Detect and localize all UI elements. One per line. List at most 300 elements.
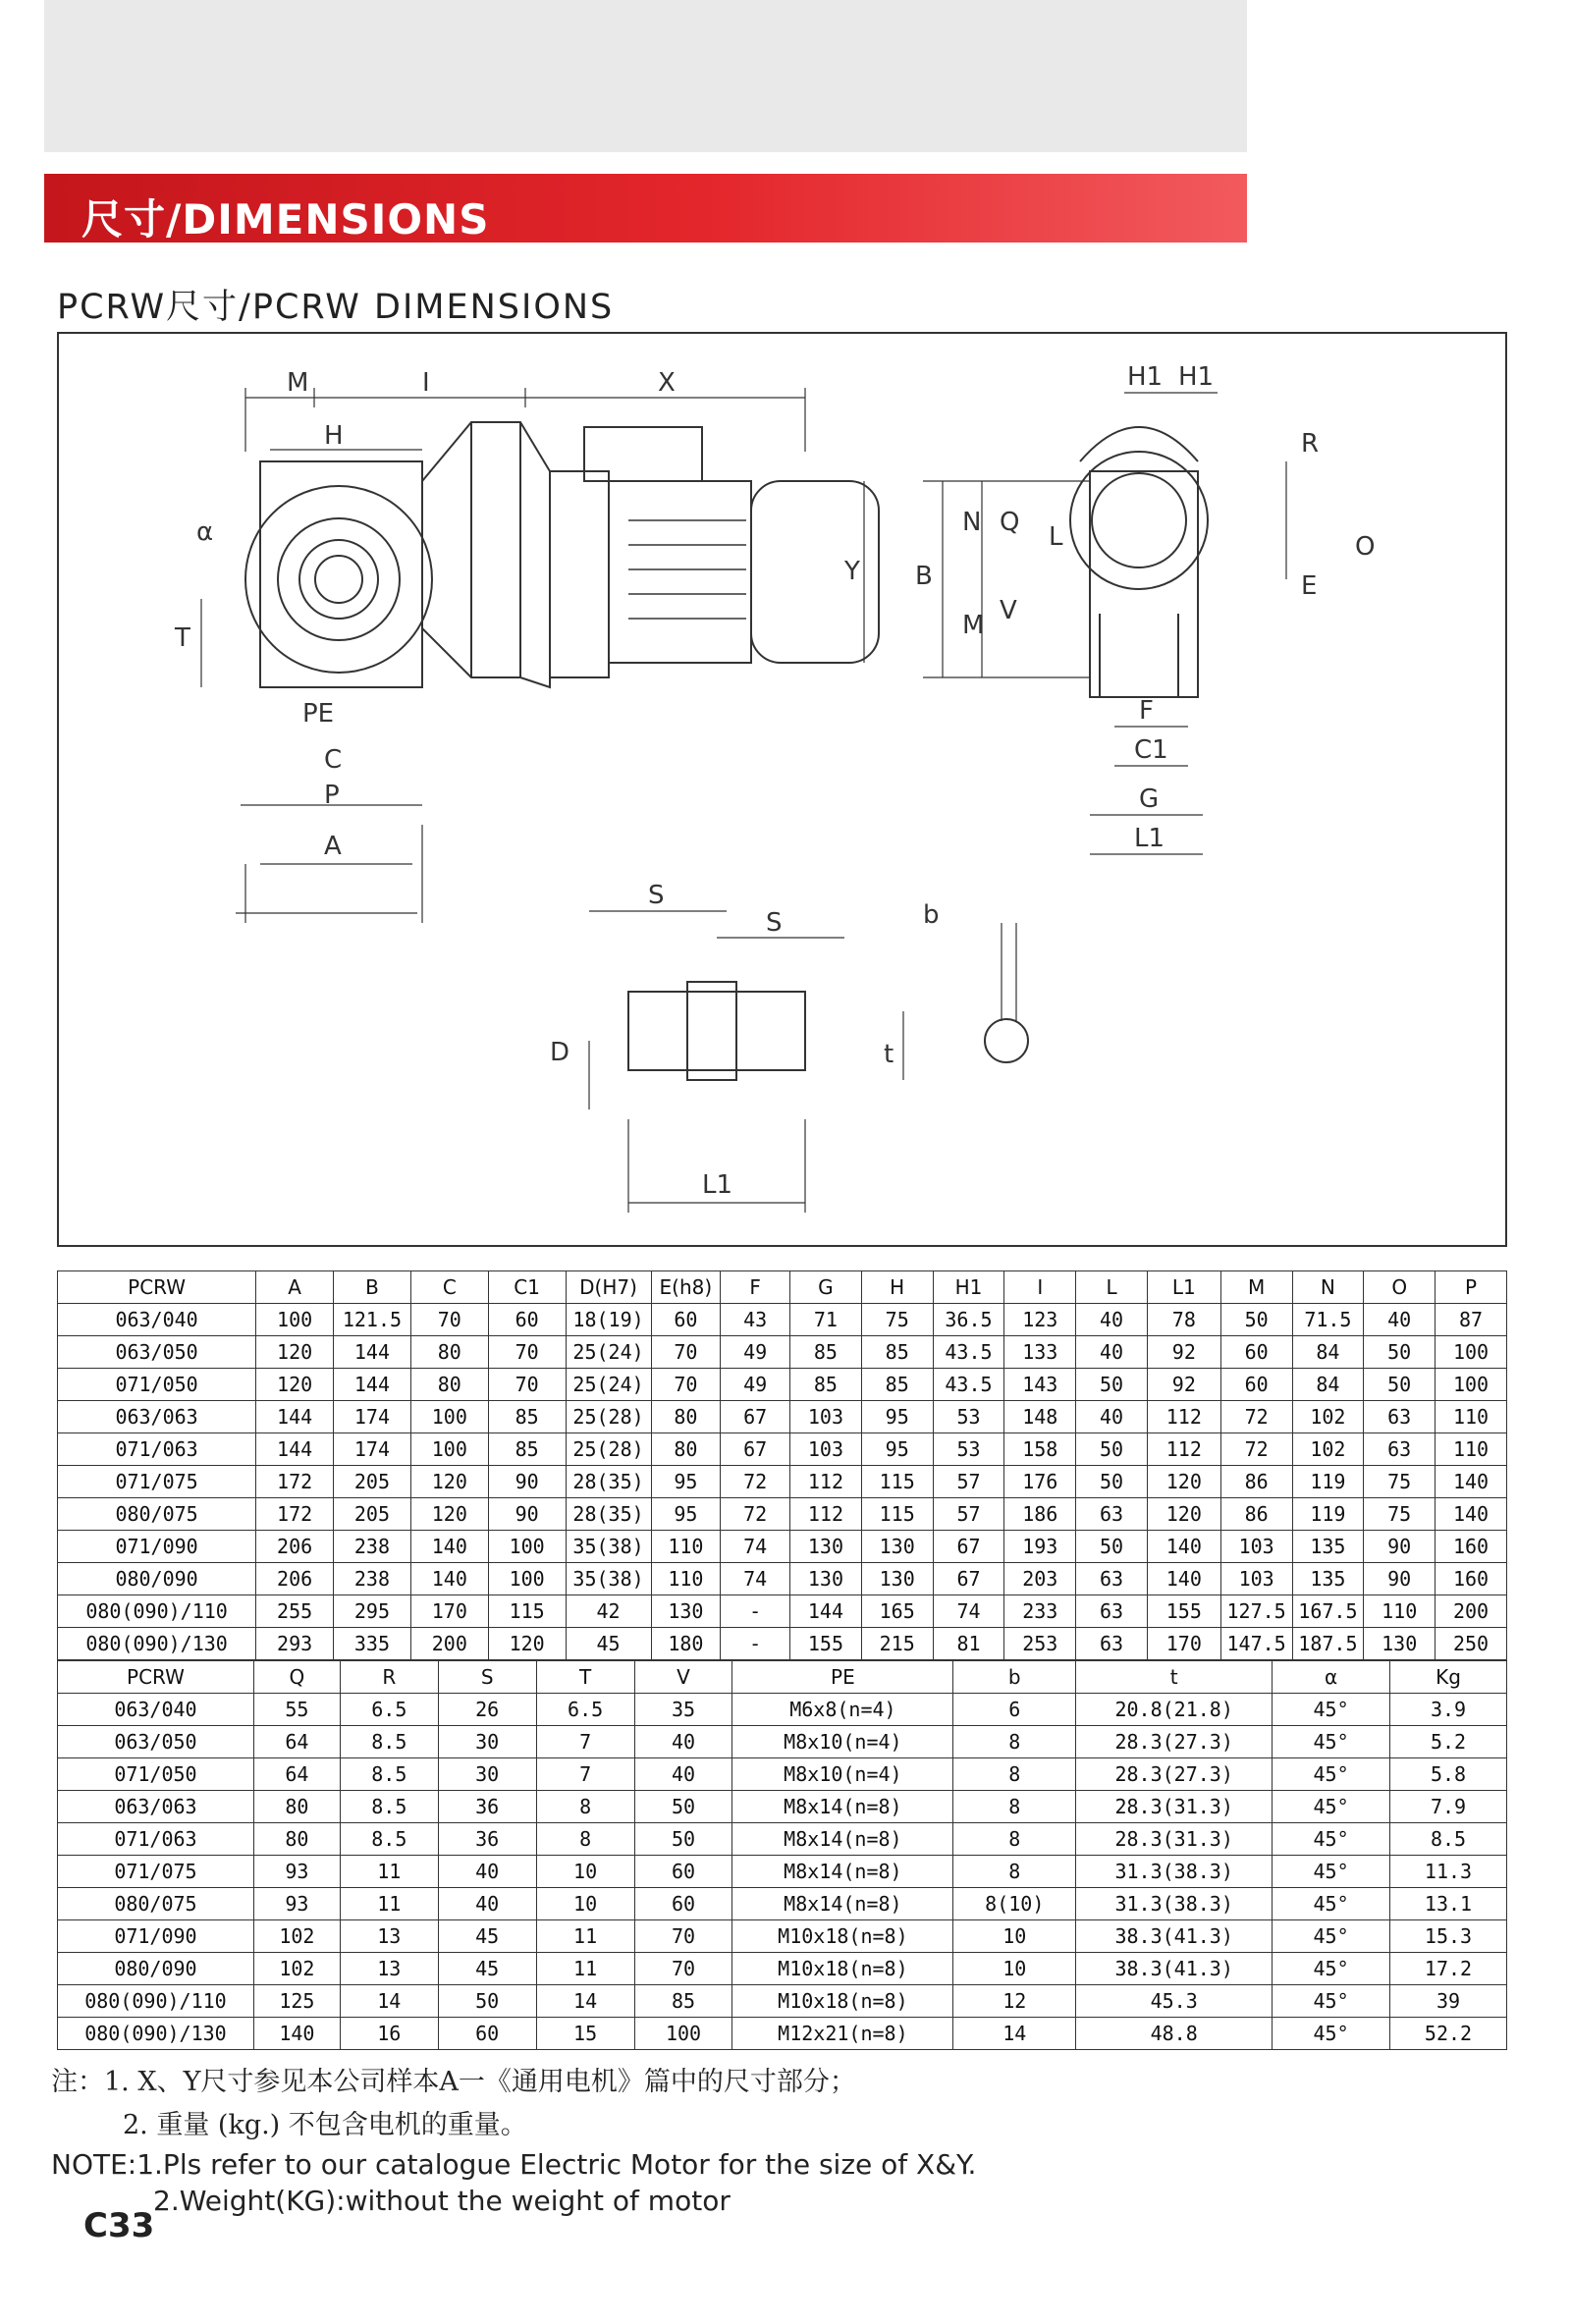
table-cell: 120 <box>256 1369 334 1401</box>
column-header: M <box>1220 1271 1292 1304</box>
column-header: D(H7) <box>566 1271 651 1304</box>
column-header: α <box>1273 1661 1390 1694</box>
table-cell: 135 <box>1292 1563 1364 1595</box>
column-header: E(h8) <box>651 1271 721 1304</box>
table-cell: 40 <box>1364 1304 1436 1336</box>
table-cell: 72 <box>1220 1433 1292 1466</box>
table-cell: 93 <box>253 1888 340 1920</box>
table-cell: 071/075 <box>58 1856 254 1888</box>
table-cell: M10x18(n=8) <box>732 1920 953 1953</box>
table-cell: - <box>721 1628 790 1660</box>
table-cell: 100 <box>1436 1369 1507 1401</box>
table-cell: 103 <box>790 1401 862 1433</box>
table-cell: 17.2 <box>1390 1953 1507 1985</box>
column-header: R <box>340 1661 438 1694</box>
table-cell: 25(28) <box>566 1401 651 1433</box>
table-cell: 93 <box>253 1856 340 1888</box>
column-header: C <box>410 1271 488 1304</box>
drawing-label-l1-shaft: L1 <box>702 1170 733 1200</box>
table-cell: 5.2 <box>1390 1726 1507 1758</box>
table-cell: 49 <box>721 1369 790 1401</box>
column-header: H1 <box>933 1271 1004 1304</box>
drawing-label-h1-right: H1 <box>1178 362 1215 392</box>
table-cell: 8 <box>953 1856 1076 1888</box>
drawing-label-c1: C1 <box>1134 735 1168 765</box>
table-cell: 60 <box>1220 1369 1292 1401</box>
table-cell: 120 <box>1147 1498 1220 1531</box>
table-cell: 120 <box>410 1498 488 1531</box>
table-cell: 28.3(31.3) <box>1076 1823 1273 1856</box>
table-cell: 200 <box>1436 1595 1507 1628</box>
table-cell: 13 <box>340 1953 438 1985</box>
table-row <box>58 1628 1507 1660</box>
table-cell: 10 <box>953 1920 1076 1953</box>
table-cell: 120 <box>488 1628 566 1660</box>
table-cell: 6.5 <box>536 1694 634 1726</box>
table-cell: 45° <box>1273 1791 1390 1823</box>
table-cell: 063/050 <box>58 1336 256 1369</box>
table-cell: 14 <box>536 1985 634 2018</box>
table-cell: 295 <box>334 1595 411 1628</box>
table-cell: 133 <box>1004 1336 1076 1369</box>
table-row <box>58 1920 1507 1953</box>
column-header: PE <box>732 1661 953 1694</box>
table-row <box>58 1563 1507 1595</box>
drawing-label-g: G <box>1139 784 1160 814</box>
column-header: B <box>334 1271 411 1304</box>
table-cell: 147.5 <box>1220 1628 1292 1660</box>
table-cell: M6x8(n=4) <box>732 1694 953 1726</box>
table-header-row <box>58 1271 1507 1304</box>
table-cell: 35(38) <box>566 1531 651 1563</box>
table-cell: 110 <box>1364 1595 1436 1628</box>
drawing-label-t-key: t <box>884 1040 894 1069</box>
table-row <box>58 1726 1507 1758</box>
table-row <box>58 1531 1507 1563</box>
table-cell: 50 <box>438 1985 536 2018</box>
table-cell: 40 <box>634 1726 732 1758</box>
table-cell: 158 <box>1004 1433 1076 1466</box>
table-cell: 45° <box>1273 1888 1390 1920</box>
drawing-label-e: E <box>1301 571 1318 601</box>
table-cell: 100 <box>488 1563 566 1595</box>
note-cn-2: 2. 重量 (kg.) 不包含电机的重量。 <box>123 2110 527 2140</box>
drawing-label-p: P <box>324 781 340 810</box>
table-cell: 233 <box>1004 1595 1076 1628</box>
table-cell: 121.5 <box>334 1304 411 1336</box>
table-cell: 18(19) <box>566 1304 651 1336</box>
table-cell: 28(35) <box>566 1498 651 1531</box>
drawing-label-m: M <box>287 368 309 398</box>
table-cell: M8x10(n=4) <box>732 1758 953 1791</box>
table-cell: 63 <box>1364 1401 1436 1433</box>
table-cell: 45° <box>1273 1953 1390 1985</box>
drawing-label-f: F <box>1139 696 1154 726</box>
table-cell: 40 <box>1076 1401 1148 1433</box>
table-cell: M10x18(n=8) <box>732 1985 953 2018</box>
table-cell: 50 <box>1076 1531 1148 1563</box>
table-row <box>58 1758 1507 1791</box>
table-cell: 112 <box>790 1498 862 1531</box>
table-cell: 30 <box>438 1758 536 1791</box>
table-cell: 60 <box>634 1888 732 1920</box>
table-cell: 250 <box>1436 1628 1507 1660</box>
table-cell: 6 <box>953 1694 1076 1726</box>
table-cell: 110 <box>1436 1401 1507 1433</box>
table-cell: 92 <box>1147 1336 1220 1369</box>
table-cell: 071/063 <box>58 1433 256 1466</box>
drawing-label-t: T <box>175 623 190 653</box>
table-cell: 70 <box>634 1953 732 1985</box>
table-cell: 86 <box>1220 1466 1292 1498</box>
column-header: C1 <box>488 1271 566 1304</box>
table-cell: 80 <box>651 1433 721 1466</box>
table-cell: 49 <box>721 1336 790 1369</box>
table-cell: 60 <box>438 2018 536 2050</box>
table-cell: 45° <box>1273 1758 1390 1791</box>
table-cell: M8x14(n=8) <box>732 1856 953 1888</box>
gearbox-housing <box>260 461 422 687</box>
table-cell: 206 <box>256 1563 334 1595</box>
table-cell: 140 <box>253 2018 340 2050</box>
table-cell: 70 <box>634 1920 732 1953</box>
table-cell: 95 <box>861 1433 933 1466</box>
table-cell: 203 <box>1004 1563 1076 1595</box>
table-cell: 8 <box>536 1791 634 1823</box>
table-cell: 080(090)/130 <box>58 1628 256 1660</box>
table-cell: 8.5 <box>340 1726 438 1758</box>
drawing-label-v: V <box>1000 596 1017 625</box>
table-cell: 13.1 <box>1390 1888 1507 1920</box>
table-cell: 140 <box>410 1563 488 1595</box>
table-cell: 36.5 <box>933 1304 1004 1336</box>
drawing-label-l: L <box>1049 522 1063 552</box>
table-cell: 40 <box>634 1758 732 1791</box>
table-cell: 144 <box>256 1433 334 1466</box>
table-cell: 50 <box>634 1791 732 1823</box>
table-cell: 3.9 <box>1390 1694 1507 1726</box>
table-cell: 130 <box>790 1563 862 1595</box>
column-header: L1 <box>1147 1271 1220 1304</box>
table-cell: 063/063 <box>58 1401 256 1433</box>
table-cell: 63 <box>1364 1433 1436 1466</box>
table-cell: 080(090)/110 <box>58 1985 254 2018</box>
table-cell: 6.5 <box>340 1694 438 1726</box>
table-cell: 100 <box>1436 1336 1507 1369</box>
table-cell: 78 <box>1147 1304 1220 1336</box>
table-cell: 50 <box>1220 1304 1292 1336</box>
table-row <box>58 1823 1507 1856</box>
column-header: A <box>256 1271 334 1304</box>
table-cell: 50 <box>1364 1336 1436 1369</box>
table-row <box>58 1856 1507 1888</box>
table-cell: 60 <box>634 1856 732 1888</box>
table-cell: 70 <box>410 1304 488 1336</box>
table-cell: 205 <box>334 1498 411 1531</box>
column-header: T <box>536 1661 634 1694</box>
table-row <box>58 1433 1507 1466</box>
table-row <box>58 1466 1507 1498</box>
note-en-2: 2.Weight(KG):without the weight of motor <box>153 2185 731 2217</box>
table-cell: 8.5 <box>340 1758 438 1791</box>
table-cell: 10 <box>536 1888 634 1920</box>
page-number: C33 <box>83 2206 155 2245</box>
table-row <box>58 1595 1507 1628</box>
table-row <box>58 1985 1507 2018</box>
table-cell: 85 <box>790 1369 862 1401</box>
table-cell: 8.5 <box>1390 1823 1507 1856</box>
table-cell: 100 <box>634 2018 732 2050</box>
table-cell: 63 <box>1076 1628 1148 1660</box>
table-cell: 25(28) <box>566 1433 651 1466</box>
column-header: O <box>1364 1271 1436 1304</box>
table-cell: 8 <box>953 1758 1076 1791</box>
table-row <box>58 1401 1507 1433</box>
table-cell: M10x18(n=8) <box>732 1953 953 1985</box>
table-cell: 140 <box>1147 1531 1220 1563</box>
table-cell: 45° <box>1273 1694 1390 1726</box>
table-cell: 25(24) <box>566 1336 651 1369</box>
table-cell: 11 <box>536 1953 634 1985</box>
table-cell: 102 <box>1292 1401 1364 1433</box>
table-cell: 70 <box>651 1369 721 1401</box>
drawing-label-q: Q <box>1000 508 1020 537</box>
table-cell: 67 <box>933 1531 1004 1563</box>
table-cell: 8 <box>953 1823 1076 1856</box>
table-header-row <box>58 1661 1507 1694</box>
table-cell: 75 <box>861 1304 933 1336</box>
table-cell: 63 <box>1076 1595 1148 1628</box>
hollow-shaft <box>628 992 805 1070</box>
table-cell: 64 <box>253 1758 340 1791</box>
drawing-label-x: X <box>658 368 676 398</box>
table-row <box>58 2018 1507 2050</box>
table-cell: 144 <box>790 1595 862 1628</box>
table-cell: 60 <box>651 1304 721 1336</box>
table-cell: 14 <box>340 1985 438 2018</box>
table-cell: 36 <box>438 1823 536 1856</box>
column-header: PCRW <box>58 1271 256 1304</box>
drawing-label-l1: L1 <box>1134 824 1165 853</box>
drawing-label-b-key: b <box>923 900 940 930</box>
table-cell: 110 <box>651 1563 721 1595</box>
table-cell: M8x14(n=8) <box>732 1823 953 1856</box>
table-cell: 8 <box>953 1791 1076 1823</box>
table-cell: 5.8 <box>1390 1758 1507 1791</box>
drawing-label-d: D <box>550 1038 570 1067</box>
column-header: N <box>1292 1271 1364 1304</box>
table-cell: 140 <box>1436 1466 1507 1498</box>
table-cell: 63 <box>1076 1563 1148 1595</box>
table-cell: 174 <box>334 1401 411 1433</box>
table-cell: 080/075 <box>58 1498 256 1531</box>
table-row <box>58 1498 1507 1531</box>
table-cell: 11 <box>340 1888 438 1920</box>
column-header: t <box>1076 1661 1273 1694</box>
table-cell: 165 <box>861 1595 933 1628</box>
column-header: I <box>1004 1271 1076 1304</box>
table-cell: 71.5 <box>1292 1304 1364 1336</box>
table-cell: 080(090)/110 <box>58 1595 256 1628</box>
table-cell: 120 <box>256 1336 334 1369</box>
table-cell: 215 <box>861 1628 933 1660</box>
table-row <box>58 1791 1507 1823</box>
column-header: H <box>861 1271 933 1304</box>
table-cell: 071/075 <box>58 1466 256 1498</box>
table-cell: 60 <box>1220 1336 1292 1369</box>
table-cell: 119 <box>1292 1466 1364 1498</box>
table-cell: 100 <box>488 1531 566 1563</box>
table-cell: 25(24) <box>566 1369 651 1401</box>
table-cell: 50 <box>1076 1466 1148 1498</box>
table-cell: 14 <box>953 2018 1076 2050</box>
table-cell: 67 <box>933 1563 1004 1595</box>
table-cell: 53 <box>933 1433 1004 1466</box>
drawing-label-y: Y <box>844 557 860 586</box>
table-cell: 85 <box>861 1336 933 1369</box>
table-cell: 80 <box>253 1823 340 1856</box>
table-cell: 144 <box>334 1336 411 1369</box>
table-cell: 72 <box>721 1466 790 1498</box>
dimensions-table-2 <box>57 1660 1507 2050</box>
table-cell: 80 <box>410 1369 488 1401</box>
table-cell: 071/090 <box>58 1920 254 1953</box>
table-cell: 100 <box>410 1433 488 1466</box>
table-cell: 063/050 <box>58 1726 254 1758</box>
table-cell: 72 <box>721 1498 790 1531</box>
table-cell: 85 <box>488 1433 566 1466</box>
table-cell: 148 <box>1004 1401 1076 1433</box>
table-cell: 063/063 <box>58 1791 254 1823</box>
table-cell: 253 <box>1004 1628 1076 1660</box>
table-cell: 144 <box>334 1369 411 1401</box>
table-cell: 160 <box>1436 1531 1507 1563</box>
drawing-label-a: A <box>324 832 342 861</box>
table-cell: 52.2 <box>1390 2018 1507 2050</box>
table-cell: 125 <box>253 1985 340 2018</box>
table-cell: 95 <box>861 1401 933 1433</box>
top-gray-band <box>44 0 1247 152</box>
column-header: Kg <box>1390 1661 1507 1694</box>
table-cell: M8x14(n=8) <box>732 1888 953 1920</box>
table-cell: 45° <box>1273 2018 1390 2050</box>
table-cell: 57 <box>933 1498 1004 1531</box>
table-cell: M12x21(n=8) <box>732 2018 953 2050</box>
column-header: S <box>438 1661 536 1694</box>
table-cell: 140 <box>410 1531 488 1563</box>
table-cell: 40 <box>438 1856 536 1888</box>
column-header: G <box>790 1271 862 1304</box>
section-title: 尺寸/DIMENSIONS <box>81 195 490 243</box>
table-cell: 70 <box>651 1336 721 1369</box>
table-cell: 135 <box>1292 1531 1364 1563</box>
column-header: PCRW <box>58 1661 254 1694</box>
column-header: P <box>1436 1271 1507 1304</box>
table-cell: 45° <box>1273 1823 1390 1856</box>
table-row <box>58 1888 1507 1920</box>
table-cell: 38.3(41.3) <box>1076 1920 1273 1953</box>
table-cell: 16 <box>340 2018 438 2050</box>
table-cell: 160 <box>1436 1563 1507 1595</box>
table-cell: 85 <box>488 1401 566 1433</box>
column-header: F <box>721 1271 790 1304</box>
table-cell: 8 <box>536 1823 634 1856</box>
table-cell: 45 <box>438 1920 536 1953</box>
table-cell: 200 <box>410 1628 488 1660</box>
table-row <box>58 1953 1507 1985</box>
table-cell: 172 <box>256 1466 334 1498</box>
table-row <box>58 1694 1507 1726</box>
table-cell: 48.8 <box>1076 2018 1273 2050</box>
table-cell: 26 <box>438 1694 536 1726</box>
table-cell: 31.3(38.3) <box>1076 1856 1273 1888</box>
drawing-label-i: I <box>422 368 430 398</box>
table-cell: 45 <box>438 1953 536 1985</box>
table-cell: 144 <box>256 1401 334 1433</box>
drawing-label-r: R <box>1301 429 1320 459</box>
table-cell: 140 <box>1147 1563 1220 1595</box>
table-cell: 70 <box>488 1336 566 1369</box>
table-cell: M8x10(n=4) <box>732 1726 953 1758</box>
table-cell: M8x14(n=8) <box>732 1791 953 1823</box>
table-cell: 11 <box>536 1920 634 1953</box>
table-cell: 40 <box>1076 1336 1148 1369</box>
table-cell: 53 <box>933 1401 1004 1433</box>
table-cell: 063/040 <box>58 1694 254 1726</box>
drawing-label-pe: PE <box>302 699 335 729</box>
table-cell: 7 <box>536 1758 634 1791</box>
table-cell: 90 <box>488 1498 566 1531</box>
table-cell: 155 <box>1147 1595 1220 1628</box>
table-cell: 167.5 <box>1292 1595 1364 1628</box>
drawing-label-m-side: M <box>962 611 985 640</box>
table-cell: 186 <box>1004 1498 1076 1531</box>
table-cell: 43 <box>721 1304 790 1336</box>
table-cell: 10 <box>536 1856 634 1888</box>
table-cell: 8.5 <box>340 1791 438 1823</box>
table-cell: 170 <box>410 1595 488 1628</box>
table-cell: 95 <box>651 1466 721 1498</box>
table-cell: 80 <box>651 1401 721 1433</box>
table-cell: 70 <box>488 1369 566 1401</box>
table-cell: 238 <box>334 1563 411 1595</box>
table-cell: 31.3(38.3) <box>1076 1888 1273 1920</box>
table-cell: 64 <box>253 1726 340 1758</box>
section-title-bar <box>44 174 1247 243</box>
table-cell: 080/090 <box>58 1563 256 1595</box>
page-subtitle: PCRW尺寸/PCRW DIMENSIONS <box>57 288 615 327</box>
table-cell: 13 <box>340 1920 438 1953</box>
table-cell: 50 <box>634 1823 732 1856</box>
table-cell: 84 <box>1292 1336 1364 1369</box>
table-cell: 35 <box>634 1694 732 1726</box>
table-cell: 187.5 <box>1292 1628 1364 1660</box>
table-cell: 45.3 <box>1076 1985 1273 2018</box>
table-cell: 8(10) <box>953 1888 1076 1920</box>
table-cell: 28.3(27.3) <box>1076 1726 1273 1758</box>
table-cell: 90 <box>1364 1531 1436 1563</box>
table-cell: 85 <box>790 1336 862 1369</box>
table-cell: 45° <box>1273 1985 1390 2018</box>
table-cell: 7.9 <box>1390 1791 1507 1823</box>
table-cell: 8 <box>953 1726 1076 1758</box>
table-cell: 115 <box>488 1595 566 1628</box>
table-cell: 100 <box>410 1401 488 1433</box>
table-cell: 102 <box>253 1953 340 1985</box>
table-cell: 67 <box>721 1401 790 1433</box>
table-cell: 80 <box>410 1336 488 1369</box>
drawing-svg <box>59 334 1509 1249</box>
